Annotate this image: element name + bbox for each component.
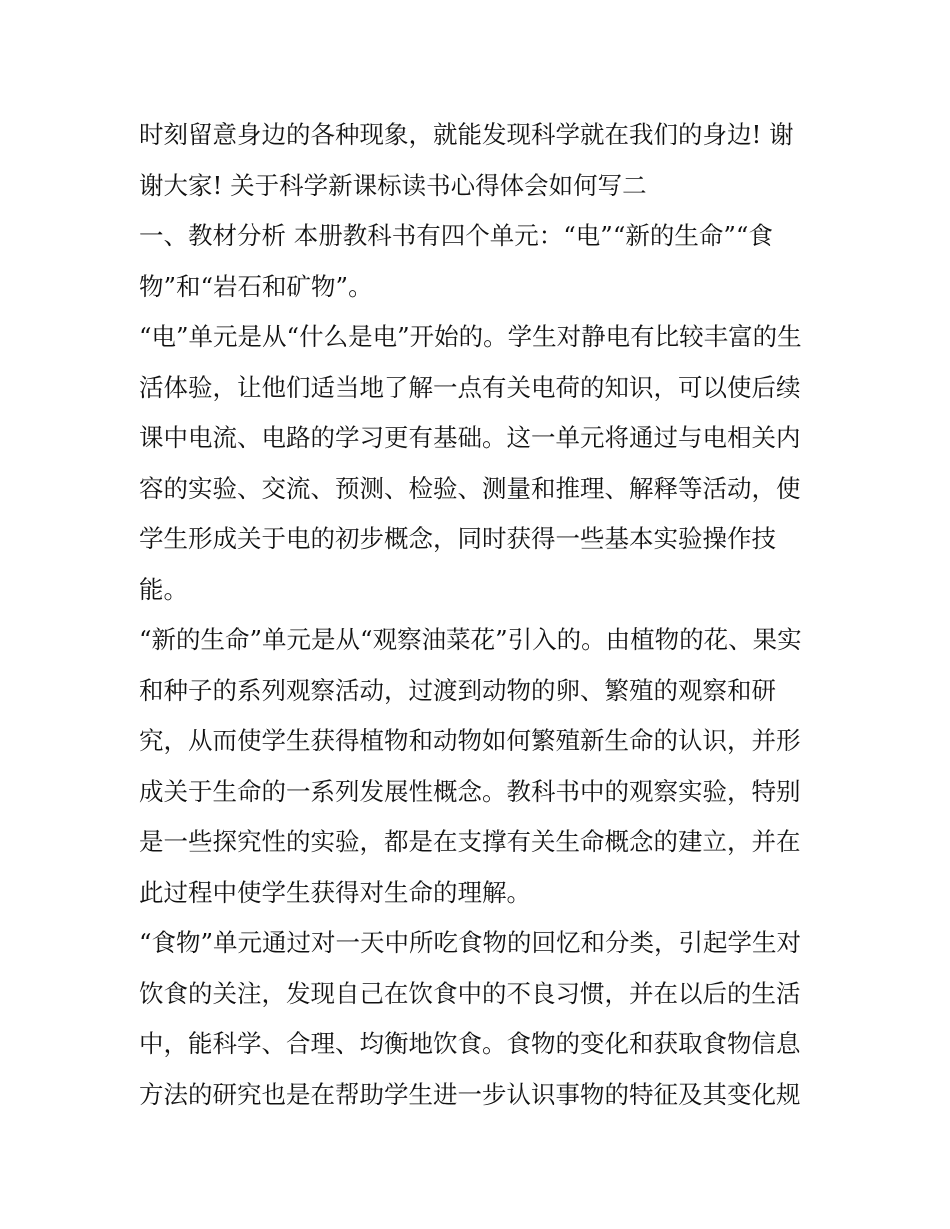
text-line: 时刻留意身边的各种现象，就能发现科学就在我们的身边! 谢 bbox=[139, 120, 794, 149]
text-line: 物”和“岩石和矿物”。 bbox=[139, 271, 373, 301]
text-line: 容的实验、交流、预测、检验、测量和推理、解释等活动，使 bbox=[139, 473, 801, 503]
text-line: 究，从而使学生获得植物和动物如何繁殖新生命的认识，并形 bbox=[139, 726, 801, 755]
text-line: 能。 bbox=[139, 574, 188, 604]
text-line: 谢大家! 关于科学新课标读书心得体会如何写二 bbox=[139, 170, 647, 200]
text-line: 和种子的系列观察活动，过渡到动物的卵、繁殖的观察和研 bbox=[139, 675, 776, 705]
text-line: 活体验，让他们适当地了解一点有关电荷的知识，可以使后续 bbox=[139, 372, 801, 402]
text-line: 方法的研究也是在帮助学生进一步认识事物的特征及其变化规 bbox=[139, 1079, 801, 1109]
text-line: 是一些探究性的实验，都是在支撑有关生命概念的建立，并在 bbox=[139, 827, 801, 856]
text-line: 一、教材分析 本册教科书有四个单元：“电”“新的生命”“食 bbox=[139, 221, 773, 250]
text-line: “新的生命”单元是从“观察油菜花”引入的。由植物的花、果实 bbox=[139, 625, 802, 654]
text-line: “食物”单元通过对一天中所吃食物的回忆和分类，引起学生对 bbox=[139, 928, 802, 957]
text-line: 此过程中使学生获得对生命的理解。 bbox=[139, 877, 531, 907]
text-line: 课中电流、电路的学习更有基础。这一单元将通过与电相关内 bbox=[139, 423, 801, 452]
text-line: 成关于生命的一系列发展性概念。教科书中的观察实验，特别 bbox=[139, 776, 801, 806]
text-line: 饮食的关注，发现自己在饮食中的不良习惯，并在以后的生活 bbox=[139, 978, 801, 1008]
body-text bbox=[139, 110, 819, 1120]
text-line: 中，能科学、合理、均衡地饮食。食物的变化和获取食物信息 bbox=[139, 1029, 801, 1058]
text-line: “电”单元是从“什么是电”开始的。学生对静电有比较丰富的生 bbox=[139, 322, 802, 351]
text-line: 学生形成关于电的初步概念，同时获得一些基本实验操作技 bbox=[139, 524, 776, 553]
